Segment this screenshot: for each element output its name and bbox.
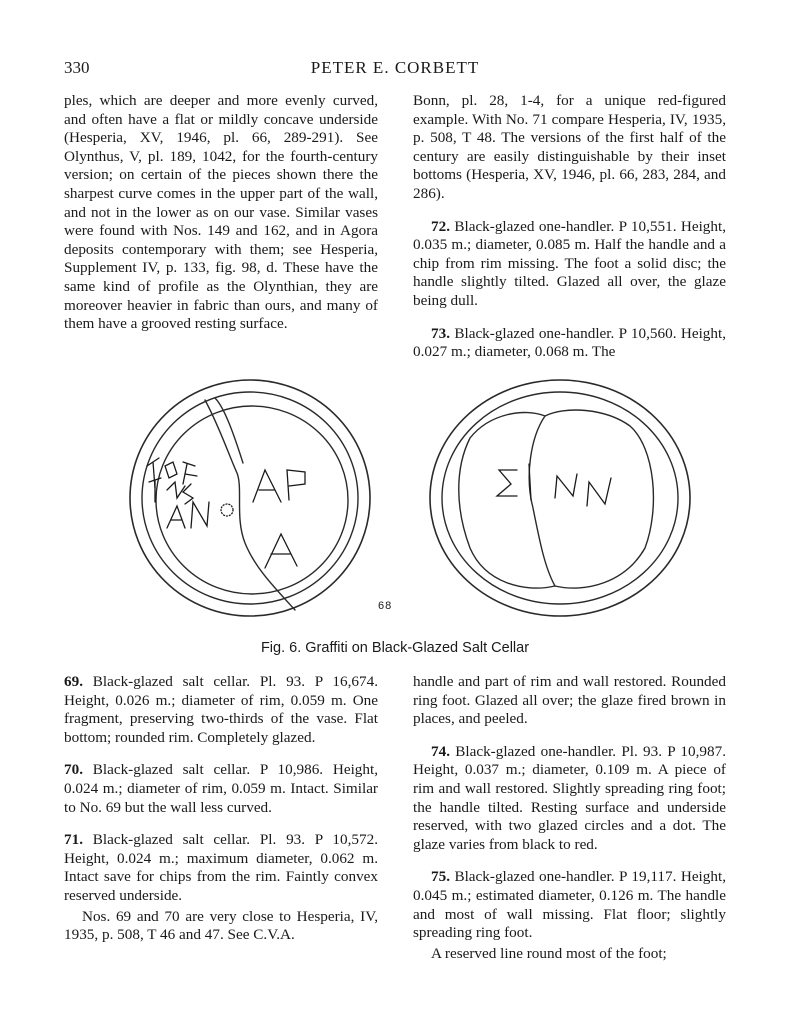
entry-text: Black-glazed salt cellar. P 10,986. Height, 0.024 m.; diameter of rim, 0.059 m. Intact. Similar to No. 69 but the wall less curved. <box>64 761 378 816</box>
entry-number: 69. <box>64 673 83 690</box>
entry-number: 71. <box>64 831 83 849</box>
graffiti-dot-cluster <box>221 504 233 516</box>
paragraph: Nos. 69 and 70 are very close to Hesperia, IV, 1935, p. 508, T 46 and 47. See C.V.A. <box>64 907 378 944</box>
left-vase-outer-rim <box>130 380 370 616</box>
graffiti-letter <box>265 534 297 568</box>
paragraph: handle and part of rim and wall restored. Rounded ring foot. Glazed all over; the glaze fired brown in places, and peeled. <box>413 673 726 728</box>
graffiti-letter <box>253 470 281 502</box>
left-vase-break-line <box>205 400 295 610</box>
entry-number: 72. <box>431 217 450 235</box>
page-number: 330 <box>64 58 90 77</box>
entry-text: Black-glazed salt cellar. Pl. 93. P 10,572. Height, 0.024 m.; maximum diameter, 0.062 m. Intact save for chips from the rim. Faintly convex reserved underside. <box>64 831 378 904</box>
entry-number: 74. <box>431 742 450 760</box>
figure-graffiti-drawing <box>125 378 725 623</box>
graffiti-letter <box>287 470 305 500</box>
entry-number: 75. <box>431 868 450 886</box>
column-top-right <box>413 92 726 376</box>
column-bottom-left <box>64 673 378 959</box>
right-vase-outer-rim <box>430 380 690 616</box>
graffiti-letter <box>497 470 517 496</box>
figure-object-label: 68 <box>378 600 393 612</box>
left-vase-floor <box>156 406 348 594</box>
right-vase-inner-rim <box>442 392 678 604</box>
graffiti-letter <box>167 506 185 528</box>
catalogue-entry-71 <box>64 831 378 905</box>
column-top-left <box>64 92 378 348</box>
right-vase-floor <box>459 410 654 588</box>
paragraph: A reserved line round most of the foot; <box>431 944 667 962</box>
entry-number: 70. <box>64 761 83 779</box>
graffiti-letter <box>165 462 177 478</box>
graffiti-letter <box>167 482 185 498</box>
catalogue-entry-74 <box>413 743 726 855</box>
catalogue-entry-70 <box>64 761 378 817</box>
catalogue-entry-69 <box>64 673 378 747</box>
left-vase-inner-rim <box>142 392 358 604</box>
graffiti-letter <box>183 462 197 484</box>
entry-text: Black-glazed one-handler. P 19,117. Height, 0.045 m.; estimated diameter, 0.126 m. The handle and most of wall missing. Flat floor; slightly spreading ring foot. <box>413 868 726 942</box>
entry-number: 73. <box>431 324 450 342</box>
entry-text: Black-glazed one-handler. Pl. 93. P 10,987. Height, 0.037 m.; diameter, 0.109 m. A piece of rim and wall restored. Slightly spreading ring foot; the handle tilted. Resting surface and underside reserved, with two glazed circles and a dot. The glaze varies from black to red. <box>413 742 726 853</box>
graffiti-letter <box>149 478 161 502</box>
entry-text: Black-glazed one-handler. P 10,551. Height, 0.035 m.; diameter, 0.085 m. Half the handle and a chip from rim missing. The foot a solid disc; the handle slightly tilted. Glazed all over, the glaze being dull. <box>413 217 726 309</box>
entry-text: Black-glazed salt cellar. Pl. 93. P 16,674. Height, 0.026 m.; diameter of rim, 0.059 m. One fragment, preserving two-thirds of the vase. Flat bottom; rounded rim. Completely glazed. <box>64 673 378 746</box>
entry-text: Black-glazed one-handler. P 10,560. Height, 0.027 m.; diameter, 0.068 m. The <box>413 324 726 361</box>
catalogue-entry-72 <box>413 218 726 311</box>
paragraph: ples, which are deeper and more evenly curved, and often have a flat or mildly concave underside (Hesperia, XV, 1946, pl. 66, 289-291). See Olynthus, V, pl. 189, 1042, for the fourth-century version; on certain of the pieces shown there the sharpest curve comes in the upper part of the wall, and not in the lower as on our vase. Similar vases were found with Nos. 149 and 162, and in Agora deposits contemporary with them; see Hesperia, Supplement IV, p. 133, fig. 98, d. These have the same kind of profile as the Olynthian, they are moreover heavier in fabric than ours, and many of them have a grooved resting surface. <box>64 92 378 333</box>
catalogue-entry-73 <box>413 325 726 362</box>
running-head-author: PETER E. CORBETT <box>310 58 480 77</box>
graffiti-letter <box>555 474 577 498</box>
catalogue-entry-75 <box>413 868 726 942</box>
figure-caption: Fig. 6. Graffiti on Black-Glazed Salt Cellar <box>260 640 530 656</box>
column-bottom-right <box>413 673 726 977</box>
graffiti-letter <box>587 478 611 506</box>
running-header <box>64 58 726 80</box>
graffiti-letter <box>191 502 209 528</box>
paragraph: Bonn, pl. 28, 1-4, for a unique red-figured example. With No. 71 compare Hesperia, IV, 1935, p. 508, T 48. The versions of the first half of the century are easily distinguishable by their inset bottoms (Hesperia, XV, 1946, pl. 66, 283, 284, and 286). <box>413 92 726 202</box>
right-vase-break-line <box>529 416 555 586</box>
